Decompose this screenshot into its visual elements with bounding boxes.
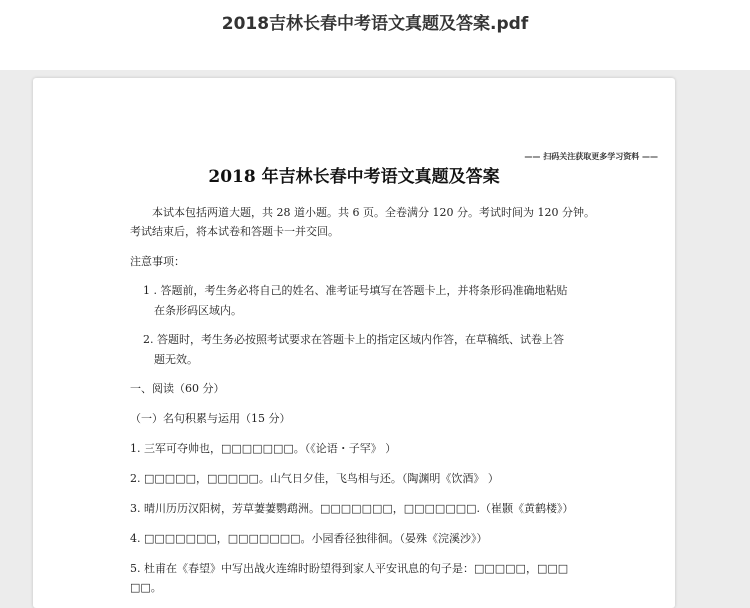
question-3: 3. 晴川历历汉阳树，芳草萋萋鹦鹉洲。□□□□□□□，□□□□□□□.（崔颢《黄鹤楼》） (130, 502, 574, 515)
notice-heading: 注意事项： (130, 255, 185, 268)
document-title: 2018 年吉林长春中考语文真题及答案 (208, 167, 500, 187)
viewer-header (0, 0, 750, 70)
notice-1-line-1: 1 . 答题前，考生务必将自己的姓名、准考证号填写在答题卡上，并将条形码准确地粘贴 (143, 284, 568, 297)
question-4: 4. □□□□□□□，□□□□□□□。小园香径独徘徊。（晏殊《浣溪沙》） (130, 532, 488, 545)
notice-2-line-2: 题无效。 (154, 353, 198, 366)
question-5-line-1: 5. 杜甫在《春望》中写出战火连绵时盼望得到家人平安讯息的句子是：□□□□□，□□□ (130, 562, 569, 575)
intro-line-2: 考试结束后，将本试卷和答题卡一并交回。 (130, 225, 339, 238)
section-1-heading: 一、阅读（60 分） (130, 382, 225, 395)
scan-note: —— 扫码关注获取更多学习资料 —— (524, 152, 658, 161)
file-name: 2018吉林长春中考语文真题及答案.pdf (221, 14, 529, 34)
intro-line-1: 本试本包括两道大题，共 28 道小题。共 6 页。全卷满分 120 分。考试时间为 120 分钟。 (152, 206, 595, 219)
notice-2-line-1: 2. 答题时，考生务必按照考试要求在答题卡上的指定区域内作答，在草稿纸、试卷上答 (143, 333, 564, 346)
question-1: 1. 三军可夺帅也，□□□□□□□。（《论语・子罕》 ） (130, 442, 397, 455)
subsection-1-heading: （一）名句积累与运用（15 分） (130, 412, 291, 425)
pdf-page (33, 78, 675, 608)
question-2: 2. □□□□□，□□□□□。山气日夕佳，飞鸟相与还。（陶渊明《饮酒》 ） (130, 472, 499, 485)
notice-1-line-2: 在条形码区域内。 (154, 304, 242, 317)
question-5-line-2: □□。 (130, 581, 162, 594)
